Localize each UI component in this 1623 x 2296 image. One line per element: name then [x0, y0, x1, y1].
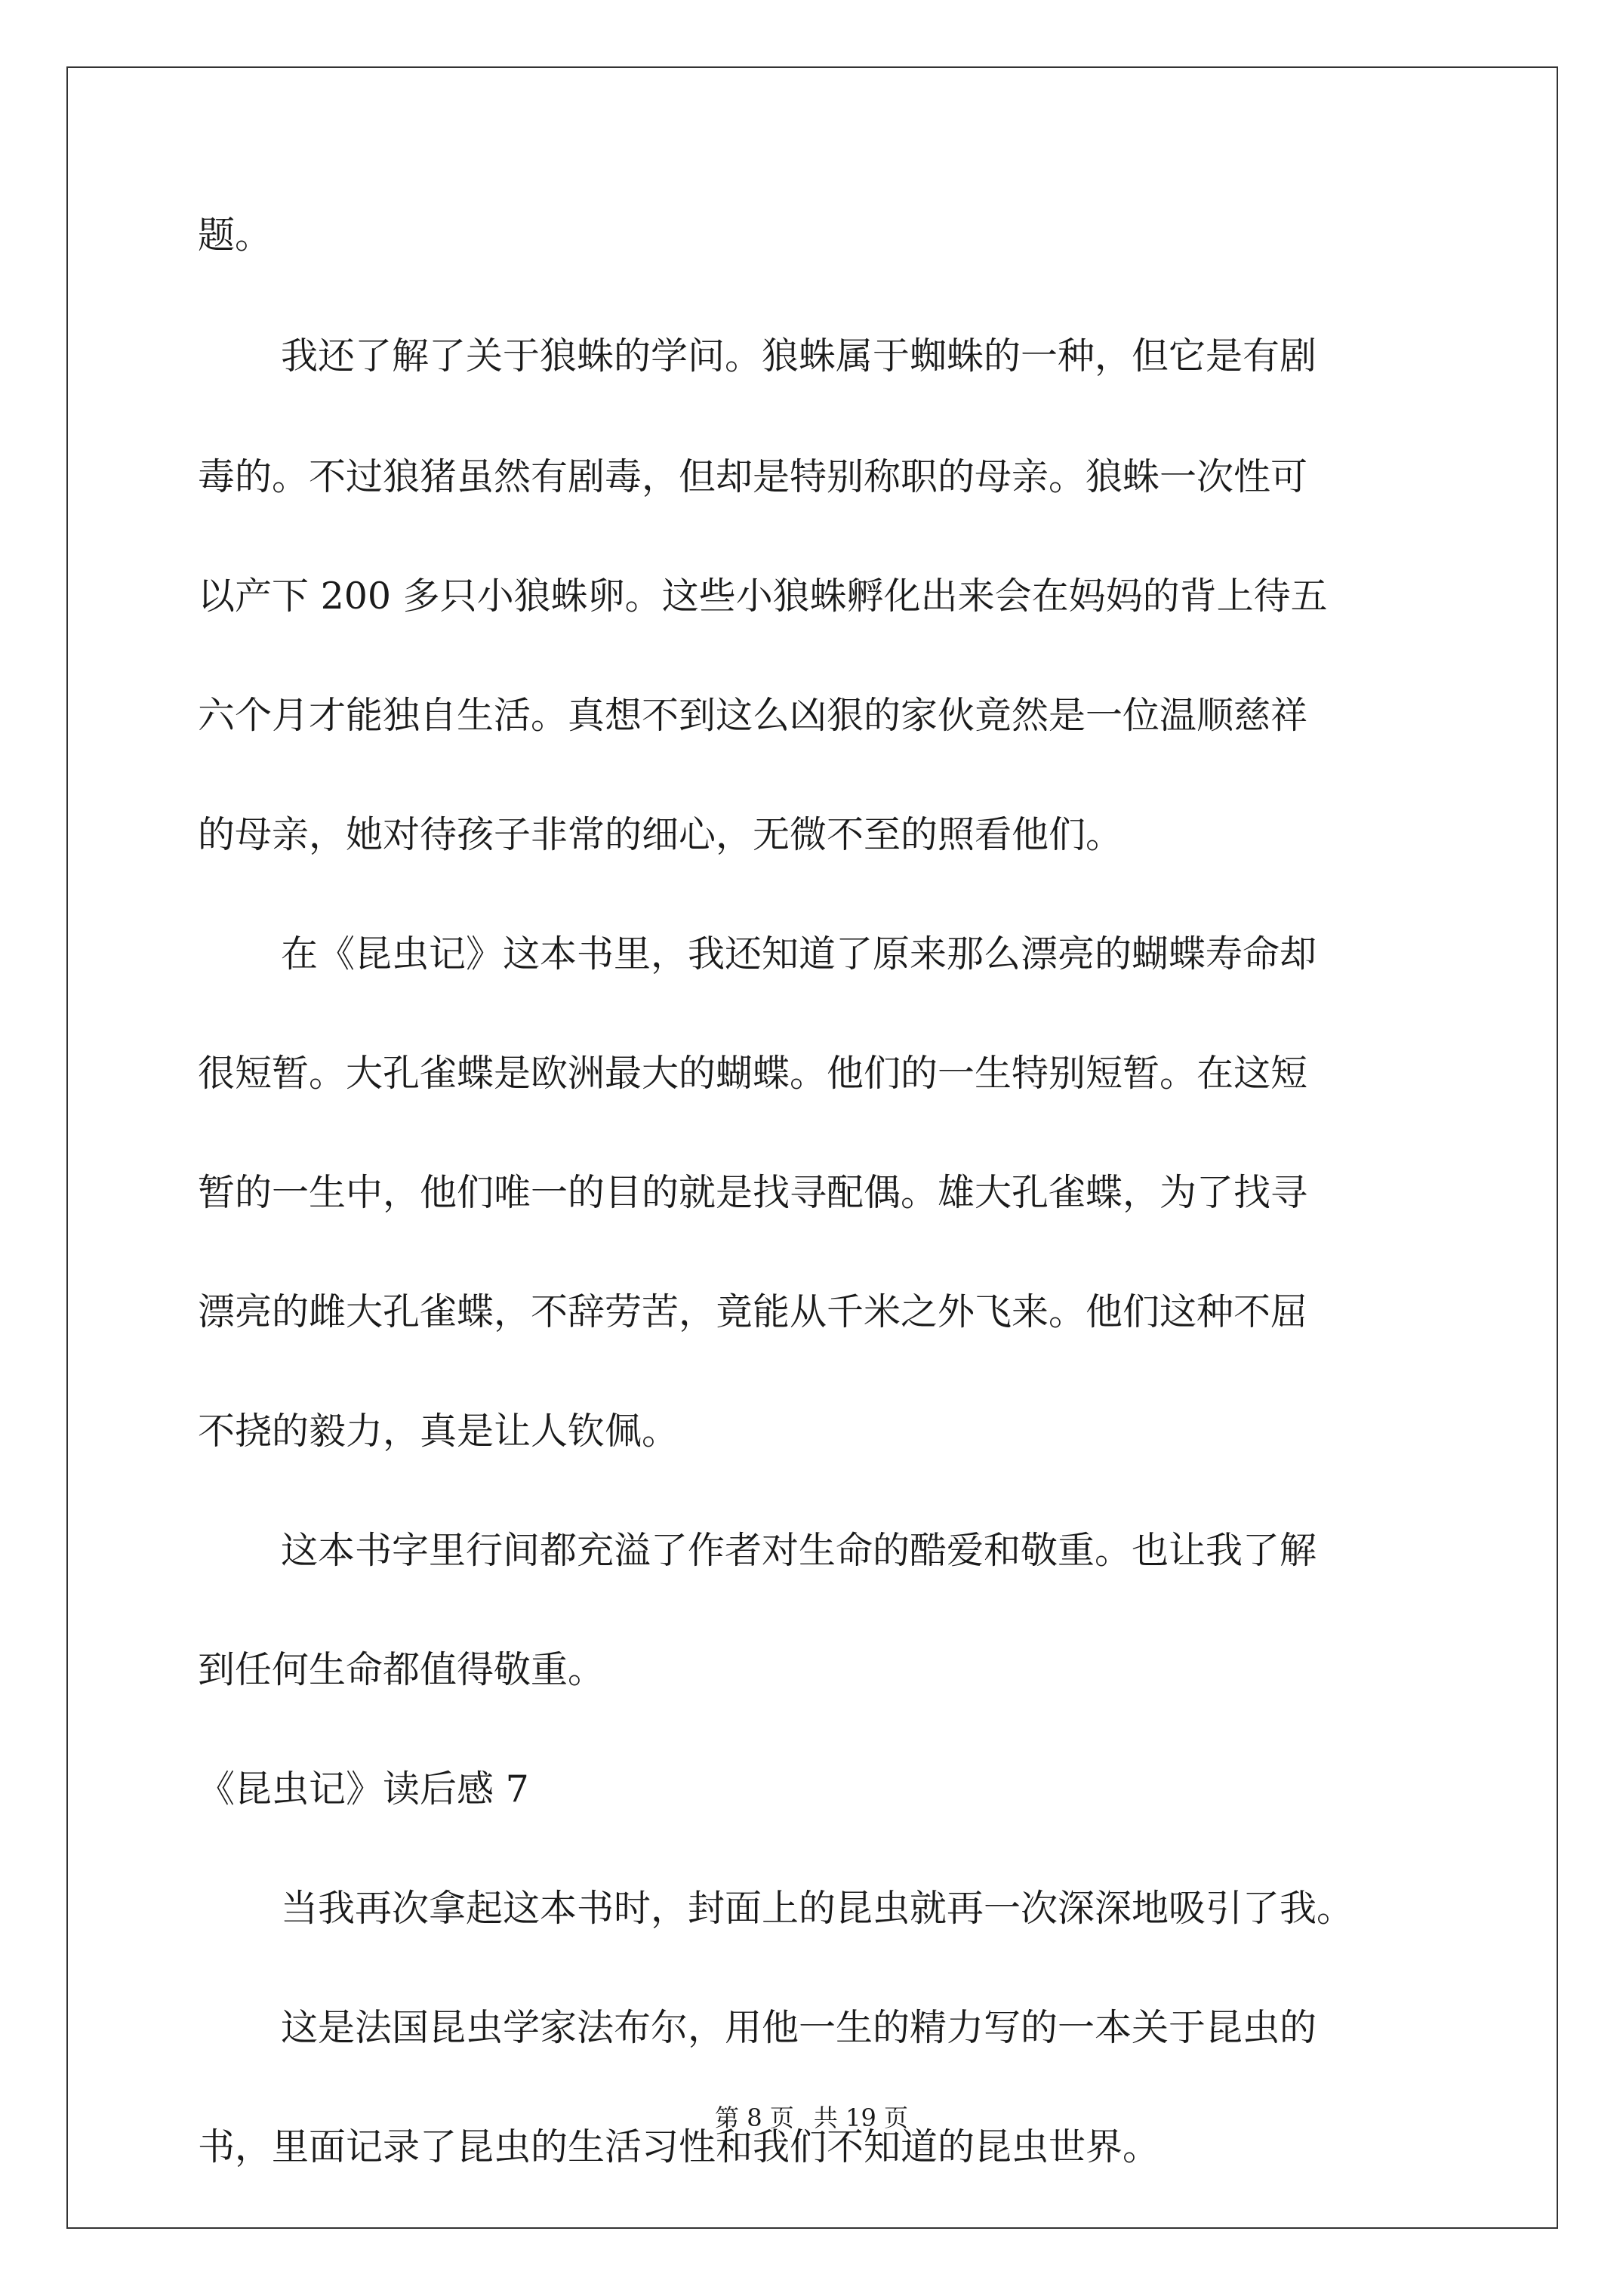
text-line: 不挠的毅力，真是让人钦佩。 [198, 1410, 679, 1453]
text-line: 到任何生命都值得敬重。 [198, 1648, 605, 1691]
section-heading: 《昆虫记》读后感 7 [198, 1767, 529, 1811]
text-line: 书，里面记录了昆虫的生活习性和我们不知道的昆虫世界。 [198, 2125, 1160, 2168]
text-line: 以产下 200 多只小狼蛛卵。这些小狼蛛孵化出来会在妈妈的背上待五 [198, 575, 1328, 618]
text-line: 六个月才能独自生活。真想不到这么凶狠的家伙竟然是一位温顺慈祥 [198, 694, 1308, 737]
text-line: 暂的一生中，他们唯一的目的就是找寻配偶。雄大孔雀蝶，为了找寻 [198, 1171, 1308, 1214]
text-line: 在《昆虫记》这本书里，我还知道了原来那么漂亮的蝴蝶寿命却 [281, 932, 1317, 975]
text-line: 题。 [198, 214, 273, 257]
page-total: 共 19 页 [813, 2103, 908, 2132]
text-line: 很短暂。大孔雀蝶是欧洲最大的蝴蝶。他们的一生特别短暂。在这短 [198, 1052, 1308, 1095]
text-line: 我还了解了关于狼蛛的学问。狼蛛属于蜘蛛的一种，但它是有剧 [281, 334, 1317, 378]
text-line: 漂亮的雌大孔雀蝶，不辞劳苦，竟能从千米之外飞来。他们这种不屈 [198, 1290, 1308, 1333]
page-number: 第 8 页 [715, 2103, 794, 2132]
text-line: 这是法国昆虫学家法布尔，用他一生的精力写的一本关于昆虫的 [281, 2006, 1317, 2049]
text-line: 这本书字里行间都充溢了作者对生命的酷爱和敬重。也让我了解 [281, 1529, 1317, 1572]
text-line: 的母亲，她对待孩子非常的细心，无微不至的照看他们。 [198, 813, 1123, 856]
page-footer [0, 2099, 1623, 2134]
text-line: 毒的。不过狼猪虽然有剧毒，但却是特别称职的母亲。狼蛛一次性可 [198, 455, 1308, 498]
text-line: 当我再次拿起这本书时，封面上的昆虫就再一次深深地吸引了我。 [281, 1887, 1354, 1930]
